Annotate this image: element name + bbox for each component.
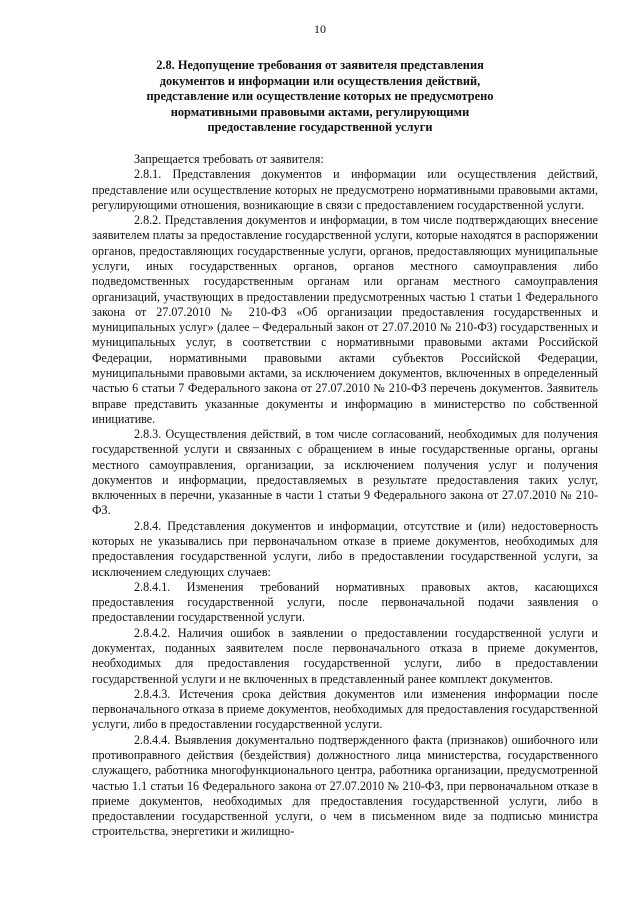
paragraph-2-8-4: 2.8.4. Представления документов и информации, отсутствие и (или) недостоверность которых не указывались при первоначальном отказе в приеме документов, необходимых для предоставления государственной услуги, либо в предоставлении государственной услуги, за исключением следующих случаев: [92, 518, 598, 579]
paragraph-2-8-4-2: 2.8.4.2. Наличия ошибок в заявлении о предоставлении государственной услуги и документах, поданных заявителем после первоначального отказа в приеме документов, необходимых для предоставления государственной услуги, либо в предоставлении государственной услуги и не включенных в представленный ранее комплект документов. [92, 625, 598, 686]
paragraph-2-8-4-4: 2.8.4.4. Выявления документально подтвержденного факта (признаков) ошибочного или противоправного действия (бездействия) должностного лица министерства, государственного служащего, работника многофункционального центра, работника организации, предусмотренной частью 1.1 статьи 16 Федерального закона от 27.07.2010 № 210-ФЗ, при первоначальном отказе в приеме документов, необходимых для предоставления государственной услуги, либо в предоставлении государственной услуги, о чем в письменном виде за подписью министра строительства, энергетики и жилищно- [92, 732, 598, 839]
section-heading: 2.8. Недопущение требования от заявителя представления документов и информации или осуществления действий, представление или осуществление которых не предусмотрено нормативными правовыми актами, регулирующими предоставление государственной услуги [146, 58, 494, 135]
paragraph-intro: Запрещается требовать от заявителя: [134, 152, 324, 166]
paragraph-2-8-3: 2.8.3. Осуществления действий, в том числе согласований, необходимых для получения государственной услуги и связанных с обращением в иные государственные органы, органы местного самоуправления, организации, за исключением получения услуг и получения документов и информации, предоставляемых в результате предоставления таких услуг, включенных в перечни, указанные в части 1 статьи 9 Федерального закона от 27.07.2010 № 210-ФЗ. [92, 427, 598, 518]
paragraph-2-8-1: 2.8.1. Представления документов и информации или осуществления действий, представление или осуществление которых не предусмотрено нормативными правовыми актами, регулирующими отношения, возникающие в связи с предоставлением государственной услуги. [92, 167, 598, 212]
paragraph-2-8-4-3: 2.8.4.3. Истечения срока действия документов или изменения информации после первоначального отказа в приеме документов, необходимых для предоставления государственной услуги, либо в предоставлении государственной услуги. [92, 686, 598, 732]
section-body [92, 152, 598, 840]
paragraph-2-8-2: 2.8.2. Представления документов и информации, в том числе подтверждающих внесение заявителем платы за предоставление государственной услуги, которые находятся в распоряжении органов, предоставляющих государственные услуги, органов, предоставляющих муниципальные услуги, иных государственных органов, органов местного самоуправления либо подведомственных государственным органам или органам местного самоуправления организаций, участвующих в предоставлении предусмотренных частью 1 статьи 1 Федерального закона от 27.07.2010 № 210-ФЗ «Об организации предоставления государственных и муниципальных услуг» (далее – Федеральный закон от 27.07.2010 № 210-ФЗ) государственных и муниципальных услуг, в соответствии с нормативными правовыми актами Российской Федерации, нормативными правовыми актами субъектов Российской Федерации, муниципальными правовыми актами, за исключением документов, включенных в определенный частью 6 статьи 7 Федерального закона от 27.07.2010 № 210-ФЗ перечень документов. Заявитель вправе представить указанные документы и информацию в министерство по собственной инициативе. [92, 213, 598, 426]
page-number: 10 [314, 22, 326, 36]
paragraph-2-8-4-1: 2.8.4.1. Изменения требований нормативных правовых актов, касающихся предоставления государственной услуги, после первоначальной подачи заявления о предоставлении государственной услуги. [92, 579, 598, 625]
